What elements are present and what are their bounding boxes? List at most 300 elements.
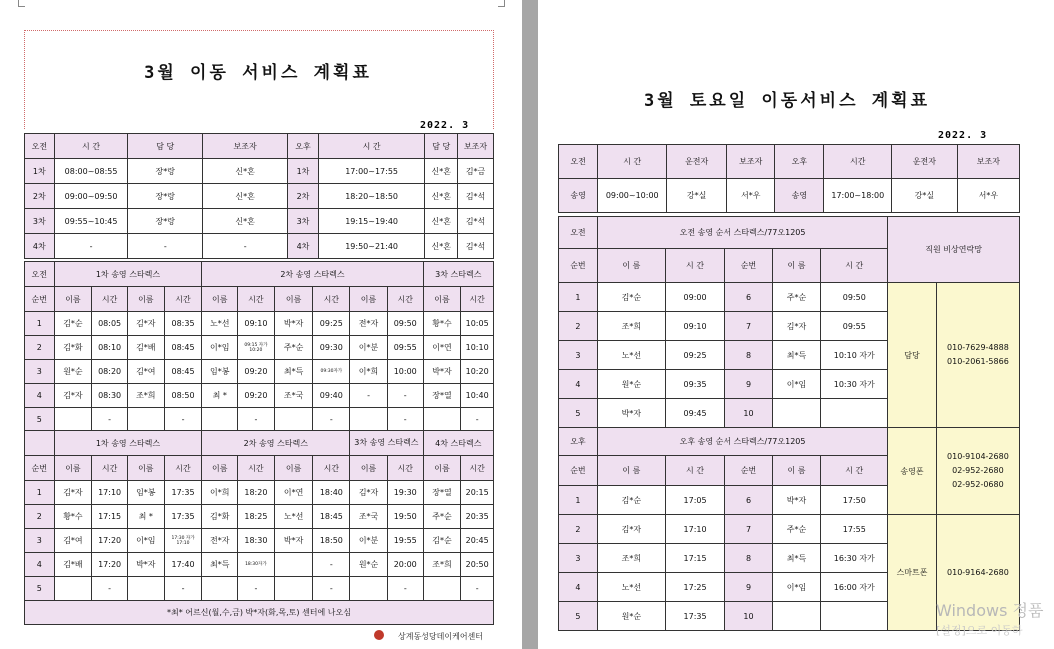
table-row <box>25 553 494 577</box>
section-header: 3차 송영 스타렉스 <box>350 431 423 456</box>
table-cell: 09:40 <box>313 384 350 408</box>
section-header: 1차 송영 스타렉스 <box>54 262 202 287</box>
row-header: 1차 <box>288 159 319 184</box>
column-header: 운전자 <box>667 145 727 179</box>
row-number: 5 <box>559 399 598 428</box>
table-cell: 18:50 <box>313 529 350 553</box>
row-number: 9 <box>725 573 773 602</box>
table-cell: - <box>128 234 203 259</box>
column-header: 시간 <box>92 287 128 312</box>
row-number: 4 <box>25 553 55 577</box>
header-row <box>25 134 494 159</box>
table-cell: 09:20 <box>238 360 275 384</box>
table-cell: 09:00 <box>665 283 724 312</box>
table-cell: 임*봉 <box>127 481 164 505</box>
row-header: 4차 <box>288 234 319 259</box>
column-header: 이 름 <box>597 456 665 486</box>
column-header: 시간 <box>461 456 494 481</box>
row-number: 7 <box>725 312 773 341</box>
table-cell: 09:10 <box>665 312 724 341</box>
column-header: 보조자 <box>458 134 494 159</box>
staff-schedule-table <box>24 133 494 259</box>
table-cell: 20:15 <box>461 481 494 505</box>
section-header-row <box>25 262 494 287</box>
row-header: 3차 <box>288 209 319 234</box>
column-header: 오전 <box>25 134 55 159</box>
table-cell <box>202 408 238 432</box>
table-cell: 10:00 <box>387 360 423 384</box>
table-cell: 09:45 <box>665 399 724 428</box>
table-row <box>559 179 1020 213</box>
column-header: 보조자 <box>727 145 775 179</box>
table-cell: 09:50 <box>821 283 888 312</box>
table-cell: 신*혼 <box>203 209 288 234</box>
contact-role: 송영폰 <box>888 428 937 515</box>
table-cell: 10:30 자가 <box>821 370 888 399</box>
page-title: 3월 이동 서비스 계획표 <box>144 63 372 83</box>
table-cell: 17:10 <box>92 481 128 505</box>
table-cell: 원*순 <box>54 360 92 384</box>
table-cell: 김*석 <box>458 209 494 234</box>
table-cell: 09:15 자가10:20 <box>238 336 275 360</box>
table-cell: 노*선 <box>597 341 665 370</box>
table-cell: 19:55 <box>387 529 423 553</box>
column-header: 시 간 <box>598 145 667 179</box>
table-cell <box>772 602 821 631</box>
table-cell: 김*화 <box>54 336 92 360</box>
table-cell: 08:45 <box>164 360 202 384</box>
table-cell: 17:35 <box>164 481 202 505</box>
column-header: 시간 <box>387 287 423 312</box>
column-header: 이름 <box>54 456 92 481</box>
table-cell: 이*희 <box>202 481 238 505</box>
table-cell: 08:00~08:55 <box>54 159 128 184</box>
table-cell: 박*자 <box>597 399 665 428</box>
table-cell: 18:25 <box>238 505 275 529</box>
table-cell: 17:10 <box>665 515 724 544</box>
table-cell: 주*순 <box>772 515 821 544</box>
table-cell: - <box>92 577 128 601</box>
table-row <box>25 481 494 505</box>
corner-mark <box>498 0 505 7</box>
column-header: 시 간 <box>54 134 128 159</box>
table-cell: 09:25 <box>665 341 724 370</box>
table-cell: 18:30자가 <box>238 553 275 577</box>
column-header: 이 름 <box>772 456 821 486</box>
table-cell: 08:05 <box>92 312 128 336</box>
table-cell: - <box>461 408 494 432</box>
table-cell: 17:35 <box>164 505 202 529</box>
table-cell: 17:35 <box>665 602 724 631</box>
table-cell: 18:30 <box>238 529 275 553</box>
table-cell: 19:30 <box>387 481 423 505</box>
table-cell: 조*희 <box>127 384 164 408</box>
column-header: 시간 <box>238 287 275 312</box>
table-cell: 주*순 <box>772 283 821 312</box>
table-cell: 17:20 <box>92 529 128 553</box>
table-cell: 17:30 자가 17:10 <box>164 529 202 553</box>
table-cell: 신*혼 <box>203 184 288 209</box>
table-cell: 신*혼 <box>203 159 288 184</box>
column-header: 순번 <box>25 287 55 312</box>
table-cell: 전*자 <box>202 529 238 553</box>
table-cell: 17:15 <box>92 505 128 529</box>
vehicle-header: 오후 송영 순서 스타렉스/77오1205 <box>597 428 887 456</box>
table-cell: 17:05 <box>665 486 724 515</box>
schedule-note: *최* 어르신(월,수,금) 박*자(화,목,토) 센터에 나오심 <box>25 601 494 625</box>
column-header: 시간 <box>313 456 350 481</box>
table-cell <box>423 577 461 601</box>
table-cell: 17:40 <box>164 553 202 577</box>
table-cell: 19:50 <box>387 505 423 529</box>
table-cell: 임*봉 <box>202 360 238 384</box>
column-header: 시 간 <box>821 249 888 283</box>
row-number: 3 <box>559 341 598 370</box>
table-cell: - <box>203 234 288 259</box>
table-cell: 원*순 <box>597 370 665 399</box>
table-cell: 서*우 <box>727 179 775 213</box>
table-cell: 이*분 <box>350 529 388 553</box>
windows-activation-hint: [설정]으로 이동하 <box>936 624 1023 637</box>
table-cell: 조*국 <box>274 384 313 408</box>
row-number: 4 <box>559 573 598 602</box>
table-cell: 08:50 <box>164 384 202 408</box>
column-header: 이름 <box>274 287 313 312</box>
table-cell: 장*열 <box>423 384 461 408</box>
table-cell <box>274 577 313 601</box>
row-number: 10 <box>725 399 773 428</box>
row-number: 3 <box>25 529 55 553</box>
column-header: 오후 <box>288 134 319 159</box>
table-cell: 10:05 <box>461 312 494 336</box>
table-cell: 17:25 <box>665 573 724 602</box>
column-header: 운전자 <box>892 145 958 179</box>
table-cell: 김*배 <box>127 336 164 360</box>
table-cell: 조*희 <box>597 312 665 341</box>
column-header: 오후 <box>775 145 824 179</box>
column-header: 시간 <box>238 456 275 481</box>
center-logo-icon <box>374 630 384 640</box>
table-cell: 최*득 <box>202 553 238 577</box>
page-1 <box>0 0 522 649</box>
table-cell: 김*자 <box>54 384 92 408</box>
table-cell: 20:45 <box>461 529 494 553</box>
table-cell: - <box>164 577 202 601</box>
column-header: 시간 <box>387 456 423 481</box>
table-row <box>25 360 494 384</box>
table-cell: 김*여 <box>54 529 92 553</box>
table-cell: 김*순 <box>597 283 665 312</box>
column-header-row <box>25 456 494 481</box>
table-cell: 10:40 <box>461 384 494 408</box>
table-cell: - <box>238 408 275 432</box>
row-number: 2 <box>559 312 598 341</box>
table-cell: 원*순 <box>350 553 388 577</box>
table-cell: 박*자 <box>127 553 164 577</box>
table-cell: 강*실 <box>892 179 958 213</box>
table-cell <box>54 408 92 432</box>
column-header: 시간 <box>313 287 350 312</box>
section-header: 2차 송영 스타렉스 <box>202 262 423 287</box>
row-number: 10 <box>725 602 773 631</box>
section-header-row <box>559 428 1020 456</box>
table-cell: - <box>350 384 388 408</box>
table-cell: 신*혼 <box>425 184 458 209</box>
table-cell: 박*자 <box>274 529 313 553</box>
table-cell: 박*자 <box>772 486 821 515</box>
page-2 <box>538 0 1054 649</box>
contact-role: 스마트폰 <box>888 515 937 631</box>
row-number: 6 <box>725 486 773 515</box>
table-cell: 20:35 <box>461 505 494 529</box>
table-cell: 18:45 <box>313 505 350 529</box>
table-cell: 16:30 자가 <box>821 544 888 573</box>
table-cell: - <box>387 384 423 408</box>
table-cell: 16:00 자가 <box>821 573 888 602</box>
table-cell: 노*선 <box>202 312 238 336</box>
table-cell: 최*득 <box>772 341 821 370</box>
table-cell <box>350 577 388 601</box>
table-cell: 김*자 <box>597 515 665 544</box>
column-header: 이름 <box>127 287 164 312</box>
table-cell: 서*우 <box>957 179 1019 213</box>
row-number: 8 <box>725 341 773 370</box>
table-cell: - <box>313 577 350 601</box>
section-header: 2차 송영 스타렉스 <box>202 431 350 456</box>
table-cell: 17:20 <box>92 553 128 577</box>
emergency-contact-header: 직원 비상연락망 <box>888 217 1020 283</box>
table-row <box>25 184 494 209</box>
section-header-row <box>559 217 1020 249</box>
row-number: 1 <box>559 283 598 312</box>
table-cell: 이*임 <box>127 529 164 553</box>
table-cell: 박*자 <box>423 360 461 384</box>
table-cell: 09:35 <box>665 370 724 399</box>
table-cell: 18:40 <box>313 481 350 505</box>
saturday-route-table <box>558 216 1020 631</box>
table-row <box>25 336 494 360</box>
column-header: 시 간 <box>318 134 424 159</box>
table-cell: 김*순 <box>54 312 92 336</box>
contact-phone: 010-7629-4888 010-2061-5866 <box>936 283 1019 428</box>
table-cell: - <box>54 234 128 259</box>
table-cell: 김*금 <box>458 159 494 184</box>
row-header: 송영 <box>775 179 824 213</box>
column-header: 보조자 <box>957 145 1019 179</box>
section-header: 1차 송영 스타렉스 <box>54 431 202 456</box>
row-number: 1 <box>25 312 55 336</box>
row-number: 1 <box>25 481 55 505</box>
table-cell: 이*연 <box>274 481 313 505</box>
table-cell: 17:15 <box>665 544 724 573</box>
column-header: 이름 <box>274 456 313 481</box>
table-cell: 이*임 <box>202 336 238 360</box>
column-header: 순번 <box>725 456 773 486</box>
page-title: 3월 토요일 이동서비스 계획표 <box>643 91 930 111</box>
column-header: 순번 <box>559 456 598 486</box>
table-row <box>25 577 494 601</box>
table-cell: 조*국 <box>350 505 388 529</box>
table-cell: 김*자 <box>350 481 388 505</box>
footer-center-name: 상계동성당데이케어센터 <box>398 632 484 641</box>
table-cell: 김*자 <box>54 481 92 505</box>
date-label: 2022. 3 <box>420 120 470 131</box>
row-number: 7 <box>725 515 773 544</box>
table-cell: 황*수 <box>54 505 92 529</box>
section-header: 4차 스타렉스 <box>423 431 493 456</box>
table-cell: 최*득 <box>274 360 313 384</box>
table-cell: 이*임 <box>772 370 821 399</box>
table-cell <box>127 408 164 432</box>
column-header: 시간 <box>92 456 128 481</box>
table-cell: 19:15~19:40 <box>318 209 424 234</box>
table-cell: 김*석 <box>458 184 494 209</box>
table-cell: 김*석 <box>458 234 494 259</box>
table-cell: 19:50~21:40 <box>318 234 424 259</box>
column-header: 순번 <box>25 456 55 481</box>
windows-activation-watermark: Windows 정품 <box>936 601 1044 620</box>
table-row <box>25 234 494 259</box>
table-cell: 노*선 <box>274 505 313 529</box>
table-cell: 20:00 <box>387 553 423 577</box>
table-cell: 09:00~10:00 <box>598 179 667 213</box>
table-cell: 장*랑 <box>128 159 203 184</box>
table-row <box>25 312 494 336</box>
row-number: 3 <box>559 544 598 573</box>
row-header: 2차 <box>288 184 319 209</box>
table-row <box>25 408 494 432</box>
column-header: 오전 <box>559 145 598 179</box>
column-header: 담 당 <box>425 134 458 159</box>
vehicle-header: 오전 송영 순서 스타렉스/77오1205 <box>597 217 887 249</box>
row-number: 2 <box>25 336 55 360</box>
pickup-table <box>24 261 494 432</box>
note-row <box>25 601 494 625</box>
table-row <box>559 283 1020 312</box>
table-cell: 10:20 <box>461 360 494 384</box>
table-row <box>25 384 494 408</box>
table-cell: 17:00~18:00 <box>824 179 892 213</box>
page-gap <box>522 0 538 649</box>
saturday-staff-table <box>558 144 1020 213</box>
table-cell: 08:20 <box>92 360 128 384</box>
table-cell <box>350 408 388 432</box>
column-header: 담 당 <box>128 134 203 159</box>
column-header: 시간 <box>164 287 202 312</box>
section-label: 오후 <box>559 428 598 456</box>
row-header: 4차 <box>25 234 55 259</box>
table-cell: 09:55 <box>387 336 423 360</box>
table-cell: 09:20 <box>238 384 275 408</box>
table-cell: 김*순 <box>423 529 461 553</box>
table-cell: 18:20 <box>238 481 275 505</box>
table-cell: 주*순 <box>423 505 461 529</box>
table-cell: 박*자 <box>274 312 313 336</box>
table-row <box>559 515 1020 544</box>
table-cell: 08:30 <box>92 384 128 408</box>
table-cell <box>274 408 313 432</box>
table-cell: 이*연 <box>423 336 461 360</box>
date-label: 2022. 3 <box>938 130 988 141</box>
table-cell: 09:50 <box>387 312 423 336</box>
column-header: 이름 <box>127 456 164 481</box>
table-cell: 09:30 <box>313 336 350 360</box>
dropoff-table <box>24 430 494 625</box>
column-header: 이름 <box>54 287 92 312</box>
column-header: 시 간 <box>665 456 724 486</box>
row-number: 2 <box>25 505 55 529</box>
table-cell: 17:55 <box>821 515 888 544</box>
table-cell <box>772 399 821 428</box>
column-header: 이름 <box>202 287 238 312</box>
table-cell: 원*순 <box>597 602 665 631</box>
table-cell <box>127 577 164 601</box>
row-header: 1차 <box>25 159 55 184</box>
table-cell: - <box>238 577 275 601</box>
section-label <box>25 431 55 456</box>
table-cell: 20:50 <box>461 553 494 577</box>
table-row <box>25 505 494 529</box>
row-number: 1 <box>559 486 598 515</box>
row-number: 3 <box>25 360 55 384</box>
column-header: 시 간 <box>821 456 888 486</box>
table-cell: 장*랑 <box>128 209 203 234</box>
row-number: 6 <box>725 283 773 312</box>
table-cell: 노*선 <box>597 573 665 602</box>
column-header: 시간 <box>824 145 892 179</box>
table-cell: - <box>92 408 128 432</box>
table-cell <box>423 408 461 432</box>
table-cell: 08:35 <box>164 312 202 336</box>
column-header: 시간 <box>164 456 202 481</box>
table-row <box>25 159 494 184</box>
table-cell: - <box>313 408 350 432</box>
column-header: 순번 <box>559 249 598 283</box>
table-cell: 17:50 <box>821 486 888 515</box>
table-cell <box>821 399 888 428</box>
column-header: 이름 <box>423 456 461 481</box>
column-header: 이름 <box>350 456 388 481</box>
table-cell: - <box>461 577 494 601</box>
table-cell: - <box>387 408 423 432</box>
row-number: 5 <box>25 408 55 432</box>
table-cell: 최 * <box>127 505 164 529</box>
table-cell: 이*분 <box>350 336 388 360</box>
table-cell: 신*혼 <box>425 159 458 184</box>
table-cell: 09:55 <box>821 312 888 341</box>
table-cell: - <box>387 577 423 601</box>
column-header: 이름 <box>350 287 388 312</box>
header-row <box>559 145 1020 179</box>
column-header: 이 름 <box>772 249 821 283</box>
section-label: 오전 <box>559 217 598 249</box>
contact-role: 담당 <box>888 283 937 428</box>
table-cell: 김*순 <box>597 486 665 515</box>
table-cell: 09:10 <box>238 312 275 336</box>
row-number: 2 <box>559 515 598 544</box>
corner-mark <box>18 0 25 7</box>
column-header: 시간 <box>461 287 494 312</box>
row-header: 송영 <box>559 179 598 213</box>
table-cell <box>821 602 888 631</box>
table-cell: 10:10 자가 <box>821 341 888 370</box>
column-header: 보조자 <box>203 134 288 159</box>
table-cell <box>274 553 313 577</box>
table-row <box>25 209 494 234</box>
table-cell: 김*자 <box>772 312 821 341</box>
table-cell: 08:45 <box>164 336 202 360</box>
section-header: 3차 스타렉스 <box>423 262 493 287</box>
